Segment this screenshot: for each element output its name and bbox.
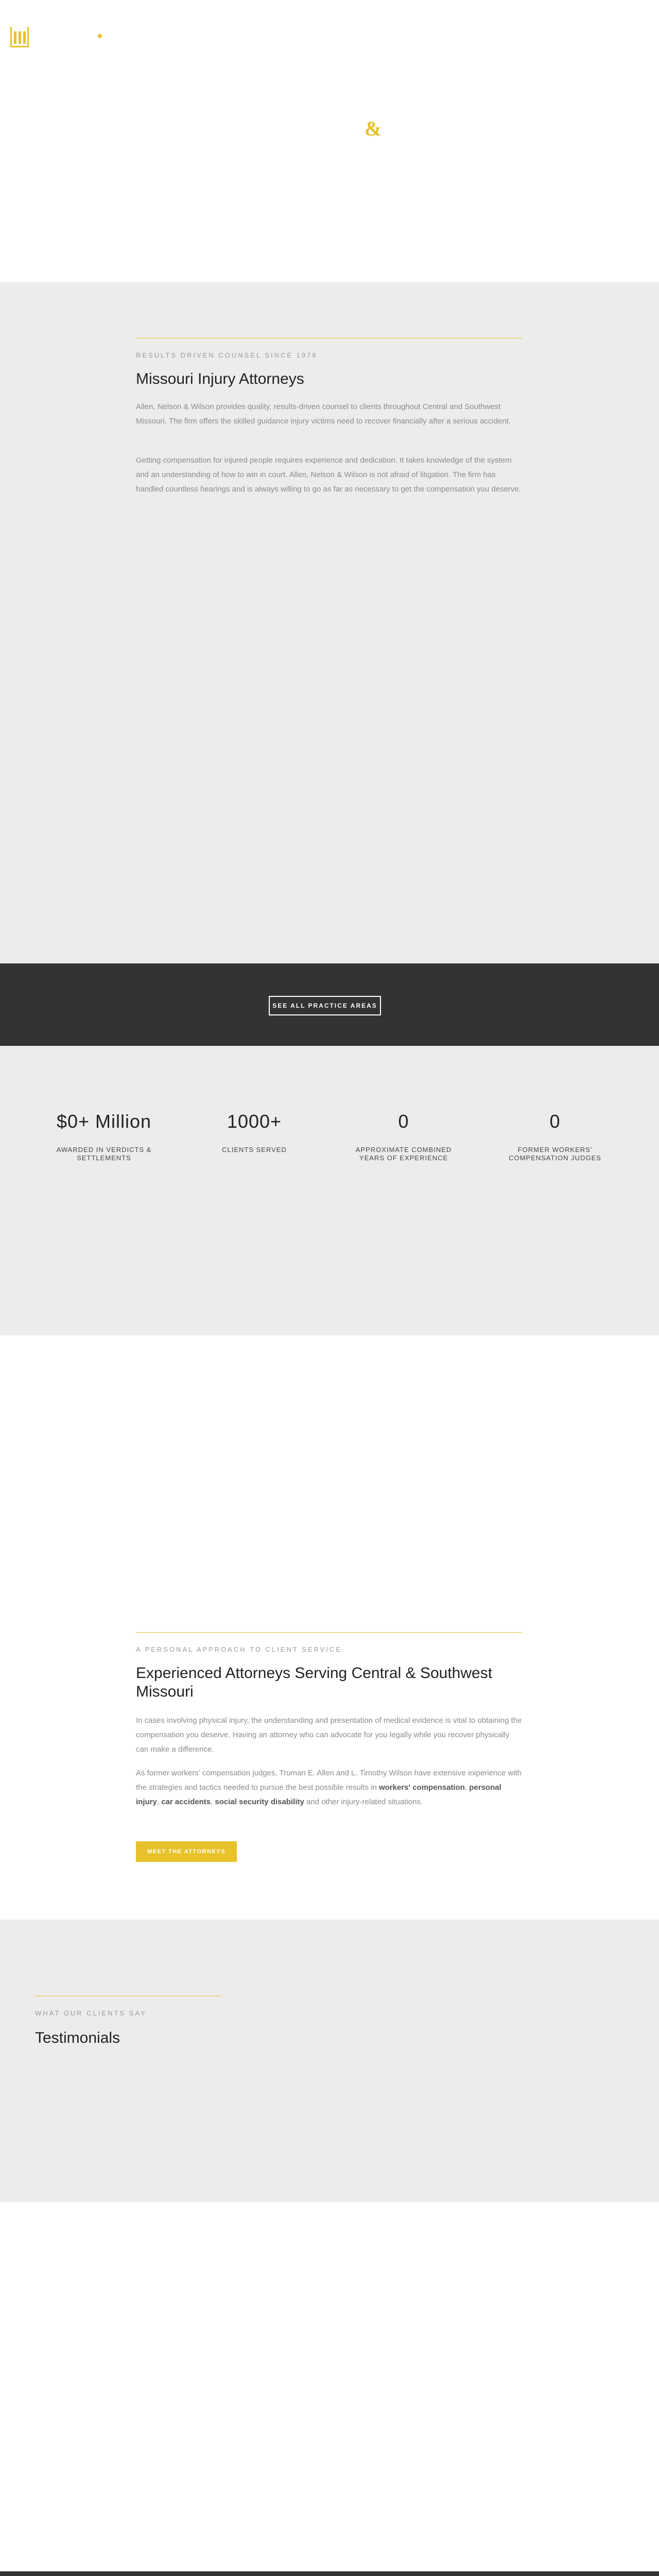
text: , <box>211 1798 215 1806</box>
stat-judges <box>493 1111 617 1162</box>
logo-bar <box>23 31 26 44</box>
text: and other injury-related situations. <box>304 1798 423 1806</box>
stat-label: AWARDED IN VERDICTS & SETTLEMENTS <box>56 1146 152 1162</box>
logo-bar <box>19 31 21 44</box>
testimonials-section <box>0 1920 659 2202</box>
intro-title: Missouri Injury Attorneys <box>136 370 304 387</box>
stat-number: 0 <box>398 1111 409 1132</box>
stat-years <box>342 1111 465 1162</box>
intro-paragraph-2: Getting compensation for injured people requires experience and dedication. It takes knowledge of the system and an understanding of how to win in court. Allen, Nelson & Wilson is not afraid of litigation. The firm has handled countless hearings and is always willing to go as far as necessary to get the compensation you deserve. <box>136 456 521 494</box>
logo-dot-icon <box>98 34 102 38</box>
stats-section <box>0 1046 659 1335</box>
approach-title: Experienced Attorneys Serving Central & Southwest Missouri <box>136 1665 493 1700</box>
intro-paragraph-1: Allen, Nelson & Wilson provides quality, results-driven counsel to clients throughout Central and Southwest Missouri. The firm offers the skilled guidance injury victims need to recover financially after a serious accident. <box>136 402 511 426</box>
header <box>0 0 659 282</box>
meet-the-attorneys-button[interactable]: MEET THE ATTORNEYS <box>136 1841 237 1862</box>
stat-label: FORMER WORKERS' COMPENSATION JUDGES <box>509 1146 601 1162</box>
footer <box>0 2571 659 2576</box>
link-car-accidents[interactable]: car accidents <box>161 1798 211 1806</box>
stat-number: $0+ Million <box>56 1111 152 1132</box>
gold-divider <box>136 1632 522 1633</box>
practice-areas-band <box>0 963 659 1046</box>
text: As former workers' compensation judges, Truman E. Allen and L. Timothy Wilson have extensive experience with the strategies and tactics needed to pursue the best possible results in <box>136 1769 522 1792</box>
hero-ampersand: & <box>365 117 382 140</box>
stat-number: 1000+ <box>227 1111 282 1132</box>
stat-verdicts <box>42 1111 166 1162</box>
approach-paragraph-2 <box>136 1766 522 1809</box>
testimonials-title: Testimonials <box>35 2029 120 2046</box>
stat-clients <box>193 1111 316 1154</box>
testimonials-eyebrow: WHAT OUR CLIENTS SAY <box>35 2009 147 2017</box>
stat-label: CLIENTS SERVED <box>222 1146 287 1154</box>
link-personal-injury[interactable]: personal injury <box>136 1783 501 1806</box>
stat-number: 0 <box>549 1111 561 1132</box>
text: , <box>464 1783 470 1792</box>
intro-eyebrow: RESULTS DRIVEN COUNSEL SINCE 1978 <box>136 351 318 359</box>
intro-section <box>0 282 659 963</box>
stat-label: APPROXIMATE COMBINED YEARS OF EXPERIENCE <box>355 1146 452 1162</box>
approach-section <box>0 1335 659 1920</box>
link-workers-comp[interactable]: workers' compensation <box>378 1783 465 1792</box>
see-all-practice-areas-button[interactable]: SEE ALL PRACTICE AREAS <box>269 996 381 1015</box>
approach-paragraph-1: In cases involving physical injury, the understanding and presentation of medical evidence is vital to obtaining the compensation you deserve. Having an attorney who can advocate for you legally while you recover physically can make a difference. <box>136 1716 522 1754</box>
logo-bar <box>14 31 16 44</box>
text: , <box>157 1798 162 1806</box>
link-social-security[interactable]: social security disability <box>215 1798 304 1806</box>
logo-icon[interactable] <box>10 27 29 47</box>
approach-eyebrow: A PERSONAL APPROACH TO CLIENT SERVICE <box>136 1646 342 1653</box>
